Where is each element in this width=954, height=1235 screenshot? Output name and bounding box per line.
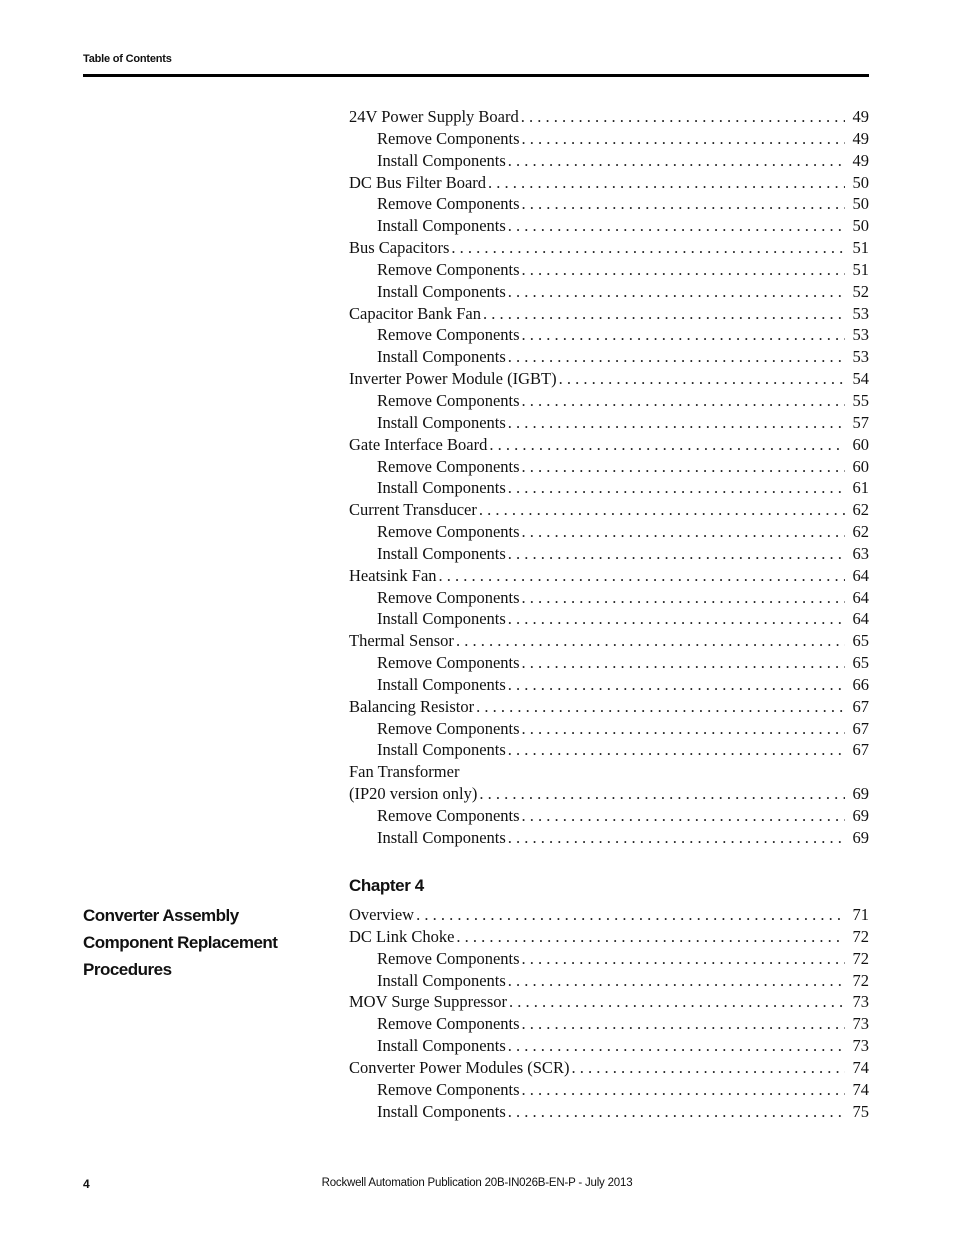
toc-entry-title: Install Components (377, 478, 506, 498)
toc-entry[interactable] (349, 696, 869, 718)
toc-entry-page: 53 (852, 303, 869, 323)
toc-entry-page: 67 (852, 718, 869, 738)
toc-entry-title: 24V Power Supply Board (349, 107, 519, 126)
toc-entry-page: 55 (852, 390, 869, 410)
toc-entry[interactable] (349, 674, 869, 696)
toc-dot-leader (522, 718, 845, 740)
toc-entry-title: Install Components (377, 150, 506, 170)
toc-entry[interactable] (349, 172, 869, 194)
toc-entry-page: 49 (852, 107, 869, 126)
toc-entry-page: 64 (852, 565, 869, 585)
toc-entry[interactable] (349, 259, 869, 281)
toc-entry[interactable] (349, 477, 869, 499)
toc-entry[interactable] (349, 991, 869, 1013)
toc-entry-title: Remove Components (377, 128, 520, 148)
toc-entry-title: Install Components (377, 740, 506, 760)
toc-entry-title: MOV Surge Suppressor (349, 992, 507, 1012)
toc-entry-page: 49 (852, 150, 869, 170)
toc-entry[interactable] (349, 324, 869, 346)
toc-entry[interactable] (349, 346, 869, 368)
toc-dot-leader (559, 368, 845, 390)
toc-dot-leader (508, 739, 845, 761)
toc-entry-title: Remove Components (377, 948, 520, 968)
toc-dot-leader (521, 106, 845, 128)
toc-entry-page: 69 (852, 784, 869, 804)
toc-entry-page: 73 (852, 992, 869, 1012)
toc-dot-leader (439, 565, 845, 587)
toc-entry[interactable] (349, 630, 869, 652)
toc-dot-leader (489, 434, 845, 456)
toc-dot-leader (522, 324, 845, 346)
toc-entry-page: 69 (852, 806, 869, 825)
toc-dot-leader (483, 303, 845, 325)
toc-entry-page: 50 (852, 216, 869, 236)
toc-entry-page: 74 (852, 1079, 869, 1099)
toc-entry-page: 73 (852, 1014, 869, 1034)
toc-dot-leader (571, 1057, 845, 1079)
toc-entry-page: 74 (852, 1057, 869, 1077)
toc-entry[interactable] (349, 1013, 869, 1035)
toc-dot-leader (451, 237, 845, 259)
toc-entry-page: 57 (852, 412, 869, 432)
toc-entry-title: Remove Components (377, 1079, 520, 1099)
toc-entry-title: Overview (349, 905, 415, 924)
toc-entry[interactable] (349, 587, 869, 609)
toc-entry-title: Bus Capacitors (349, 238, 450, 258)
toc-entry-title: Remove Components (377, 194, 520, 214)
toc-entry-title: DC Bus Filter Board (349, 172, 487, 192)
toc-entry-title: Remove Components (377, 456, 520, 476)
toc-dot-leader (522, 587, 845, 609)
toc-dot-leader (522, 805, 845, 827)
toc-entry[interactable] (349, 805, 869, 827)
toc-dot-leader (508, 674, 845, 696)
toc-entry[interactable] (349, 128, 869, 150)
toc-entry-page: 53 (852, 347, 869, 367)
toc-dot-leader (456, 926, 845, 948)
toc-entry-page: 60 (852, 434, 869, 454)
toc-entry[interactable] (349, 1035, 869, 1057)
toc-dot-leader (508, 215, 845, 237)
toc-entry-page: 75 (852, 1101, 869, 1121)
toc-entry[interactable] (349, 1101, 869, 1123)
toc-entry-title: Install Components (377, 1101, 506, 1121)
toc-dot-leader (508, 412, 845, 434)
toc-dot-leader (509, 991, 845, 1013)
toc-entry-page: 64 (852, 587, 869, 607)
toc-entry-title: Remove Components (377, 806, 520, 825)
toc-entry[interactable] (349, 215, 869, 237)
toc-entry-page: 51 (852, 259, 869, 279)
toc-entry[interactable] (349, 106, 869, 128)
toc-entry[interactable] (349, 739, 869, 761)
toc-entry[interactable] (349, 412, 869, 434)
toc-entry[interactable] (349, 543, 869, 565)
toc-entry[interactable] (349, 390, 869, 412)
toc-entry-title: Inverter Power Module (IGBT) (349, 369, 557, 389)
toc-entry-page: 49 (852, 128, 869, 148)
toc-entry[interactable] (349, 761, 869, 783)
toc-entry-page: 64 (852, 609, 869, 629)
toc-entry-title: Install Components (377, 674, 506, 694)
toc-entry-page: 67 (852, 696, 869, 716)
chapter-title-line1: Converter Assembly (83, 906, 239, 925)
toc-entry[interactable] (349, 237, 869, 259)
toc-entry[interactable] (349, 1079, 869, 1101)
toc-entry[interactable] (349, 948, 869, 970)
toc-entry-page: 61 (852, 478, 869, 498)
toc-entry-page: 65 (852, 631, 869, 651)
toc-entry-title: Install Components (377, 609, 506, 629)
toc-entry-title: Remove Components (377, 718, 520, 738)
toc-dot-leader (416, 904, 845, 926)
toc-entry-page: 71 (852, 905, 869, 924)
toc-entry-title: Remove Components (377, 325, 520, 345)
toc-entry[interactable] (349, 456, 869, 478)
header-rule (83, 74, 869, 77)
toc-dot-leader (508, 827, 845, 849)
toc-dot-leader (522, 456, 845, 478)
toc-dot-leader (508, 150, 845, 172)
toc-entry[interactable] (349, 434, 869, 456)
toc-entry-title: Remove Components (377, 653, 520, 673)
toc-entry-title: DC Link Choke (349, 926, 455, 946)
toc-entry[interactable] (349, 827, 869, 849)
toc-entry-page: 66 (852, 674, 869, 694)
toc-dot-leader (508, 346, 845, 368)
chapter-toc-list (349, 904, 869, 1122)
toc-entry-title: (IP20 version only) (349, 784, 478, 804)
toc-dot-leader (522, 948, 845, 970)
toc-entry-page: 62 (852, 500, 869, 520)
toc-entry-title: Capacitor Bank Fan (349, 303, 481, 323)
toc-entry-page: 54 (852, 369, 869, 389)
toc-entry-page: 50 (852, 194, 869, 214)
toc-dot-leader (508, 543, 845, 565)
chapter-title-line2: Component Replacement Procedures (83, 933, 278, 979)
toc-entry-title: Balancing Resistor (349, 696, 475, 716)
toc-entry-title: Install Components (377, 412, 506, 432)
toc-entry-page: 73 (852, 1036, 869, 1056)
toc-entry-page: 72 (852, 948, 869, 968)
toc-dot-leader (508, 281, 845, 303)
toc-entry[interactable] (349, 926, 869, 948)
toc-dot-leader (508, 608, 845, 630)
toc-entry-page: 65 (852, 653, 869, 673)
toc-entry-page: 72 (852, 926, 869, 946)
toc-entry-title: Gate Interface Board (349, 434, 488, 454)
toc-dot-leader (522, 1079, 845, 1101)
toc-entry[interactable] (349, 281, 869, 303)
toc-entry[interactable] (349, 368, 869, 390)
toc-entry-title: Current Transducer (349, 500, 477, 520)
toc-entry-title: Remove Components (377, 522, 520, 542)
toc-entry-title: Fan Transformer (349, 762, 460, 782)
toc-entry-title: Remove Components (377, 587, 520, 607)
toc-entry-page: 67 (852, 740, 869, 760)
toc-dot-leader (508, 1101, 845, 1123)
toc-dot-leader (508, 1035, 845, 1057)
toc-dot-leader (508, 477, 845, 499)
toc-dot-leader (522, 652, 845, 674)
toc-entry[interactable] (349, 718, 869, 740)
toc-entry-page: 69 (852, 827, 869, 847)
toc-dot-leader (456, 630, 845, 652)
toc-entry[interactable] (349, 652, 869, 674)
toc-entry-title: Converter Power Modules (SCR) (349, 1057, 570, 1077)
publication-info: Rockwell Automation Publication 20B-IN026B-EN-P - July 2013 (321, 1177, 633, 1189)
chapter-title (83, 902, 345, 983)
toc-dot-leader (522, 390, 845, 412)
toc-entry-title: Install Components (377, 281, 506, 301)
toc-entry[interactable] (349, 1057, 869, 1079)
toc-entry-page: 50 (852, 172, 869, 192)
toc-dot-leader (476, 696, 845, 718)
toc-dot-leader (522, 193, 845, 215)
toc-dot-leader (488, 172, 845, 194)
toc-entry-title: Remove Components (377, 390, 520, 410)
toc-entry-page: 60 (852, 456, 869, 476)
toc-entry-title: Install Components (377, 543, 506, 563)
toc-entry-title: Thermal Sensor (349, 631, 454, 651)
toc-entry[interactable] (349, 608, 869, 630)
toc-entry-page: 51 (852, 238, 869, 258)
toc-dot-leader (522, 128, 845, 150)
toc-entry-title: Remove Components (377, 1014, 520, 1034)
toc-entry-title: Install Components (377, 216, 506, 236)
toc-dot-leader (479, 783, 845, 805)
toc-entry-page: 53 (852, 325, 869, 345)
toc-dot-leader (508, 970, 845, 992)
toc-dot-leader (522, 259, 845, 281)
page-number: 4 (83, 1177, 90, 1191)
toc-entry[interactable] (349, 193, 869, 215)
toc-entry[interactable] (349, 521, 869, 543)
toc-entry-title: Heatsink Fan (349, 565, 437, 585)
toc-dot-leader (522, 1013, 845, 1035)
toc-dot-leader (522, 521, 845, 543)
toc-entry-page: 72 (852, 970, 869, 990)
toc-entry[interactable] (349, 970, 869, 992)
toc-entry[interactable] (349, 565, 869, 587)
toc-entry-page: 52 (852, 281, 869, 301)
toc-entry-page: 62 (852, 522, 869, 542)
toc-entry-title: Remove Components (377, 259, 520, 279)
chapter-label: Chapter 4 (349, 876, 424, 895)
running-header: Table of Contents (83, 53, 172, 65)
toc-dot-leader (479, 499, 845, 521)
toc-entry-title: Install Components (377, 347, 506, 367)
toc-entry[interactable] (349, 150, 869, 172)
toc-list (349, 106, 869, 849)
toc-entry[interactable] (349, 499, 869, 521)
toc-entry-title: Install Components (377, 970, 506, 990)
toc-entry-page: 63 (852, 543, 869, 563)
toc-entry[interactable] (349, 904, 869, 926)
toc-entry[interactable] (349, 783, 869, 805)
toc-entry[interactable] (349, 303, 869, 325)
toc-entry-title: Install Components (377, 827, 506, 847)
toc-entry-title: Install Components (377, 1036, 506, 1056)
